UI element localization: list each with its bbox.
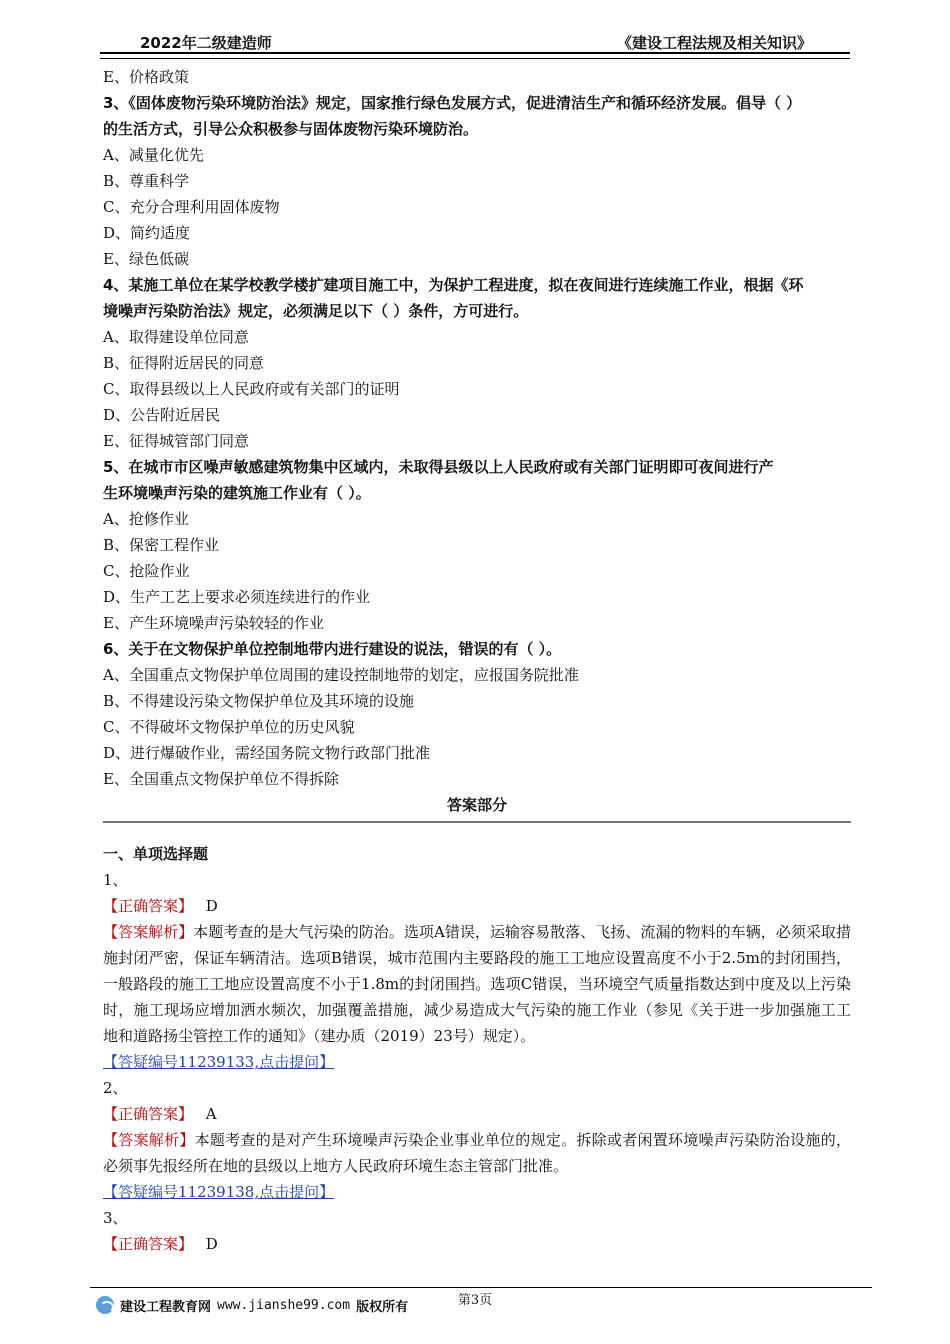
page-number: 第3页 xyxy=(457,1293,493,1308)
q4-option: D、公告附近居民 xyxy=(103,406,221,424)
analysis-text: 本题考查的是对产生环境噪声污染企业事业单位的规定。拆除或者闲置环境噪声污染防治设施的，必须事先报经所在地的县级以上地方人民政府环境生态主管部门批准。 xyxy=(103,1131,851,1175)
analysis-paragraph xyxy=(103,1127,851,1179)
q5-option: A、抢修作业 xyxy=(103,510,189,528)
q5-option: C、抢险作业 xyxy=(103,562,190,580)
q4-stem-line2: 境噪声污染防治法》规定，必须满足以下（ ）条件，方可进行。 xyxy=(103,302,529,320)
q5-option: B、保密工程作业 xyxy=(103,536,220,554)
correct-answer-tag: 【正确答案】 xyxy=(103,897,194,915)
correct-answer-tag: 【正确答案】 xyxy=(103,1235,194,1253)
ask-question-link[interactable]: 【答疑编号11239133,点击提问】 xyxy=(103,1053,335,1071)
q6-stem: 6、关于在文物保护单位控制地带内进行建设的说法，错误的有（ ）。 xyxy=(103,640,562,658)
q6-option: E、全国重点文物保护单位不得拆除 xyxy=(103,770,339,788)
q5-option: D、生产工艺上要求必须连续进行的作业 xyxy=(103,588,371,606)
correct-answer-row xyxy=(103,1101,851,1127)
q4-stem-line1: 4、某施工单位在某学校教学楼扩建项目施工中，为保护工程进度，拟在夜间进行连续施工作业，根据《环 xyxy=(103,276,804,294)
q4-option: A、取得建设单位同意 xyxy=(103,328,249,346)
q3-option: A、减量化优先 xyxy=(103,146,204,164)
footer-site-link[interactable]: www.jianshe99.com xyxy=(217,1297,351,1313)
analysis-tag: 【答案解析】 xyxy=(103,923,194,941)
correct-answer-value: A xyxy=(205,1105,217,1123)
ask-question-link[interactable]: 【答疑编号11239138,点击提问】 xyxy=(103,1183,335,1201)
page-footer xyxy=(96,1294,408,1316)
q3-stem-line1: 3、《固体废物污染环境防治法》规定，国家推行绿色发展方式，促进清洁生产和循环经济发展。倡导（ ） xyxy=(103,94,802,112)
document-body xyxy=(103,64,851,1257)
correct-answer-row xyxy=(103,1231,851,1257)
q5-stem-line2: 生环境噪声污染的建筑施工作业有（ ）。 xyxy=(103,484,371,502)
footer-rule xyxy=(90,1287,872,1288)
analysis-paragraph xyxy=(103,919,851,1049)
correct-answer-tag: 【正确答案】 xyxy=(103,1105,194,1123)
q2-option-e: E、价格政策 xyxy=(103,68,189,86)
q6-option: D、进行爆破作业，需经国务院文物行政部门批准 xyxy=(103,744,431,762)
page-header xyxy=(100,28,850,54)
q3-stem-line2: 的生活方式，引导公众积极参与固体废物污染环境防治。 xyxy=(103,120,479,138)
q4-option: E、征得城管部门同意 xyxy=(103,432,249,450)
q6-option: C、不得破坏文物保护单位的历史风貌 xyxy=(103,718,355,736)
answer-number: 2、 xyxy=(103,1079,128,1097)
q4-option: B、征得附近居民的同意 xyxy=(103,354,265,372)
q4-option: C、取得县级以上人民政府或有关部门的证明 xyxy=(103,380,400,398)
brand-logo-icon xyxy=(96,1296,114,1314)
analysis-text: 本题考查的是大气污染的防治。选项A错误，运输容易散落、飞扬、流漏的物料的车辆，必须采取措施封闭严密，保证车辆清洁。选项B错误，城市范围内主要路段的施工工地应设置高度不小于2.5m的封闭围挡，一般路段的施工工地应设置高度不小于1.8m的封闭围挡。选项C错误，当环境空气质量指数达到中度及以上污染时，施工现场应增加洒水频次，加强覆盖措施，减少易造成大气污染的施工作业（参见《关于进一步加强施工工地和道路扬尘管控工作的通知》（建办质（2019）23号）规定）。 xyxy=(103,923,851,1045)
q6-option: B、不得建设污染文物保护单位及其环境的设施 xyxy=(103,692,415,710)
answers-title: 答案部分 xyxy=(446,796,507,814)
section-heading: 一、单项选择题 xyxy=(103,845,209,863)
q5-stem-line1: 5、在城市市区噪声敏感建筑物集中区域内，未取得县级以上人民政府或有关部门证明即可夜间进行产 xyxy=(103,458,774,476)
q3-option: E、绿色低碳 xyxy=(103,250,189,268)
q5-option: E、产生环境噪声污染较轻的作业 xyxy=(103,614,324,632)
answers-divider xyxy=(103,821,851,823)
q3-option: D、简约适度 xyxy=(103,224,191,242)
analysis-tag: 【答案解析】 xyxy=(103,1131,195,1149)
header-exam-title: 2022年二级建造师 xyxy=(140,34,272,52)
q6-option: A、全国重点文物保护单位周围的建设控制地带的划定，应报国务院批准 xyxy=(103,666,579,684)
footer-rights: 版权所有 xyxy=(356,1299,409,1315)
correct-answer-row xyxy=(103,893,851,919)
footer-brand: 建设工程教育网 xyxy=(120,1299,212,1315)
header-rule xyxy=(100,52,850,59)
q3-option: B、尊重科学 xyxy=(103,172,190,190)
header-book-title: 《建设工程法规及相关知识》 xyxy=(616,34,812,52)
q3-option: C、充分合理利用固体废物 xyxy=(103,198,280,216)
correct-answer-value: D xyxy=(205,1235,218,1253)
correct-answer-value: D xyxy=(205,897,218,915)
answer-number: 3、 xyxy=(103,1209,128,1227)
answer-number: 1、 xyxy=(103,871,128,889)
